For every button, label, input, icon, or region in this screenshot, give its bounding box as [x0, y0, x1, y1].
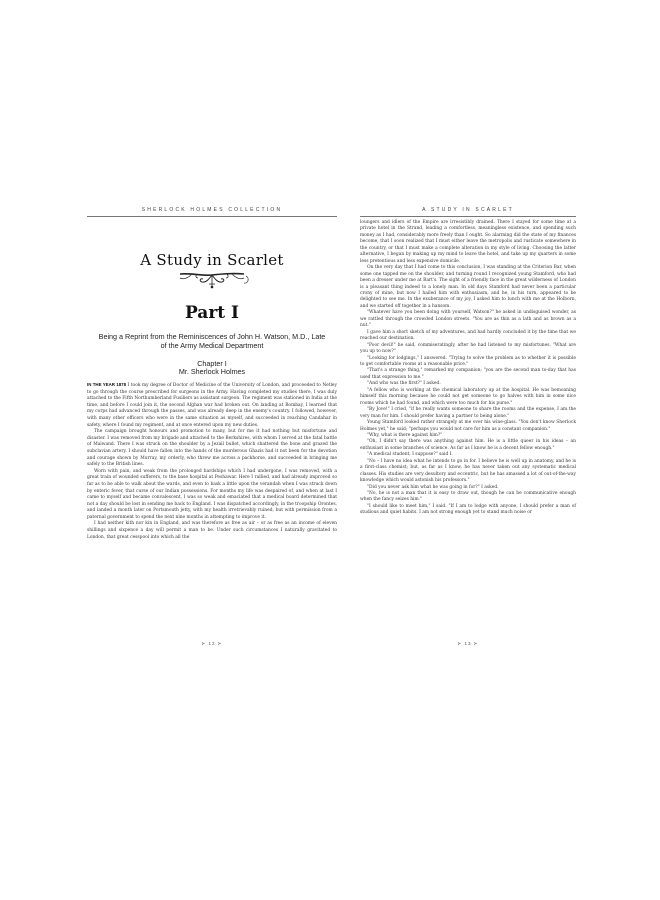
page-number-right: ⊱ 13 ⊱	[457, 641, 479, 646]
running-head-left: SHERLOCK HOLMES COLLECTION	[87, 207, 337, 217]
running-head-right: A STUDY IN SCARLET	[360, 207, 576, 217]
paragraph: I had neither kith nor kin in England, and was therefore as free as air – or as free as an income of eleven shillings and sixpence a day will permit a man to be. Under such circumstances I naturally gravitated to London, that great cesspool into which all the	[87, 521, 337, 540]
paragraph: "Why, what is there against him?"	[367, 432, 443, 438]
paragraph: "No – I have no idea what he intends to go in for. I believe he is well up in anatomy, and he is a first-class chemist; but, as far as I know, he has never taken out any systematic medical classes. His studies are very desultory and eccentric, but he has amassed a lot of out-of-the-way knowledge which would astonish his professors."	[360, 458, 576, 484]
paragraph: "Poor devil!" he said, commiseratingly, after he had listened to my misfortunes. "What are you up to now?"	[360, 342, 576, 355]
opening-words: IN THE YEAR 1878	[87, 382, 127, 387]
paragraph: IN THE YEAR 1878 I took my degree of Doctor of Medicine of the University of London, and proceeded to Netley to go through the course prescribed for surgeons in the Army. Having completed my studies there, I was duly attached to the Fifth Northumberland Fusiliers as assistant surgeon. The regiment was stationed in India at the time, and before I could join it, the second Afghan war had broken out. On landing at Bombay, I learned that my corps had advanced through the passes, and was already deep in the enemy's country. I followed, however, with many other officers who were in the same situation as myself, and succeeded in reaching Candahar in safety, where I found my regiment, and at once entered upon my new duties.	[87, 382, 338, 428]
paragraph: "And who was the first?" I asked.	[367, 381, 441, 387]
paragraph: "No, he is not a man that it is easy to draw out, though he can be communicative enough when the fancy seizes him."	[360, 491, 576, 503]
book-title: A Study in Scarlet	[140, 251, 284, 269]
paragraph: "Did you never ask him what he was going in for?" I asked.	[367, 484, 499, 490]
paragraph: "That's a strange thing," remarked my companion; "you are the second man to-day that has used that expression to me."	[360, 368, 576, 380]
right-page	[360, 207, 576, 647]
chapter-number: Chapter I	[197, 359, 227, 368]
left-body-text	[87, 382, 337, 541]
paragraph: "Whatever have you been doing with yourself, Watson?" he asked in undisguised wonder, as we rattled through the crowded London streets. "You are as thin as a lath and as brown as a nut."	[360, 310, 576, 329]
paragraph: Worn with pain, and weak from the prolonged hardships which I had undergone, I was removed, with a great train of wounded sufferers, to the base hospital at Peshawar. Here I rallied, and had already improved so far as to be able to walk about the wards, and even to bask a little upon the verandah when I was struck down by enteric fever, that curse of our Indian possessions. For months my life was despaired of, and when at last I came to myself and became convalescent, I was so weak and emaciated that a medical board determined that not a day should be lost in sending me back to England. I was dispatched accordingly, in the troopship Orontes, and landed a month later on Portsmouth jetty, with my health irretrievably ruined, but with permission from a paternal government to spend the next nine months in attempting to improve it.	[87, 468, 337, 520]
paragraph: loungers and idlers of the Empire are irresistibly drained. There I stayed for some time at a private hotel in the Strand, leading a comfortless, meaningless existence, and spending such money as I had, considerably more freely than I ought. So alarming did the state of my finances become, that I soon realized that I must either leave the metropolis and rusticate somewhere in the country, or that I must make a complete alteration in my style of living. Choosing the latter alternative, I began by making up my mind to leave the hotel, and take up my quarters in some less pretentious and less expensive domicile.	[360, 220, 576, 264]
paragraph: "By Jove!" I cried, "if he really wants someone to share the rooms and the expense, I am the very man for him. I should prefer having a partner to being alone."	[360, 407, 576, 419]
paragraph: On the very day that I had come to this conclusion, I was standing at the Criterion Bar, when some one tapped me on the shoulder, and turning round I recognized young Stamford, who had been a dresser under me at Bart's. The sight of a friendly face in the great wilderness of London is a pleasant thing indeed to a lonely man. In old days Stamford had never been a particular crony of mine, but now I hailed him with enthusiasm, and he, in his turn, appeared to be delighted to see me. In the exuberance of my joy, I asked him to lunch with me at the Holborn, and we started off together in a hansom.	[360, 265, 576, 309]
paragraph: "A medical student, I suppose?" said I.	[367, 452, 453, 458]
page-number-left: ⊱ 12 ⊱	[201, 641, 223, 646]
part-subtitle: Being a Reprint from the Reminiscences of John H. Watson, M.D., Late of the Army Medical Department	[98, 332, 326, 350]
paragraph: "A fellow who is working at the chemical laboratory up at the hospital. He was bemoaning himself this morning because he could not get someone to go halves with him in some nice rooms which he had found, and which were too much for his purse."	[360, 387, 576, 406]
paragraph: "I should like to meet him," I said. "If I am to lodge with anyone, I should prefer a man of studious and quiet habits. I am not strong enough yet to stand much noise or	[360, 503, 576, 516]
flourish-ornament	[162, 270, 262, 290]
right-body-text	[360, 220, 576, 517]
left-page	[87, 207, 337, 647]
paragraph: The campaign brought honours and promotion to many, but for me it had nothing but misfortune and disaster. I was removed from my brigade and attached to the Berkshires, with whom I served at the fatal battle of Maiwand. There I was struck on the shoulder by a Jezail bullet, which shattered the bone and grazed the subclavian artery. I should have fallen into the hands of the murderous Ghazis had it not been for the devotion and courage shown by Murray, my orderly, who threw me across a packhorse, and succeeded in bringing me safely to the British lines.	[87, 429, 337, 468]
paragraph: Young Stamford looked rather strangely at me over his wine-glass. "You don't know Sherlock Holmes yet," he said; "perhaps you would not care for him as a constant companion."	[360, 420, 576, 432]
chapter-title: Mr. Sherlock Holmes	[178, 367, 246, 376]
part-title: Part I	[184, 303, 240, 323]
paragraph: "Looking for lodgings," I answered. "Trying to solve the problem as to whether it is possible to get comfortable rooms at a reasonable price."	[360, 355, 576, 367]
paragraph: I gave him a short sketch of my adventures, and had hardly concluded it by the time that we reached our destination.	[360, 329, 576, 342]
paragraph: "Oh, I didn't say there was anything against him. He is a little queer in his ideas – an enthusiast in some branches of science. As far as I know he is a decent fellow enough."	[360, 439, 576, 451]
